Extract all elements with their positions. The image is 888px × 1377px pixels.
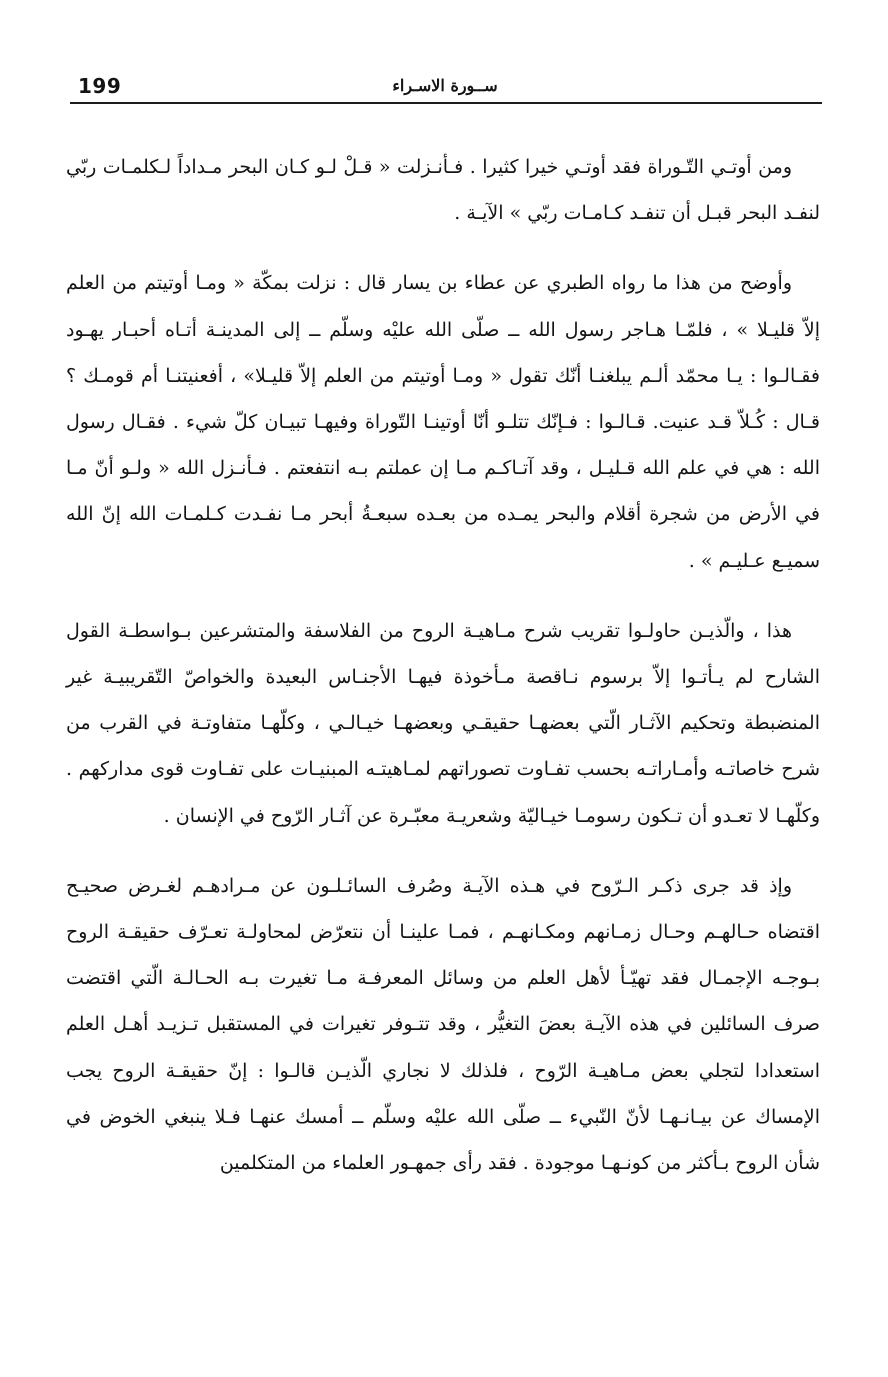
- paragraph: وأوضح من هذا ما رواه الطبري عن عطاء بن يسار قال : نزلت بمكّة « ومـا أوتيتم من العلم إلاّ قليـلا » ، فلمّـا هـاجر رسول الله ــ صلّى الله عليْه وسلّم ــ إلى المدينـة أتـاه أحبـار يهـود فقـالـوا : يـا محمّد ألـم يبلغنـا أنّك تقول « ومـا أوتيتم من العلم إلاّ قليـلا» ، أفعنيتنـا أم قومـك ؟ قـال : كُـلاّ قـد عنيت. قـالـوا : فـإنّك تتلـو أنّا أوتينـا التّوراة وفيهـا تبيـان كلّ شيء . فقـال رسول الله : هي في علم الله قـليـل ، وقد آتـاكـم مـا إن عملتم بـه انتفعتم . فـأنـزل الله « ولـو أنّ مـا في الأرض من شجرة أقلام والبحر يمـده من بعـده سبعـةُ أبحر مـا نفـدت كـلمـات الله إنّ الله سميـع عـليـم » .: [66, 272, 820, 572]
- page-header: [70, 70, 820, 104]
- body-text: [66, 144, 820, 1186]
- paragraph: هذا ، والّذيـن حاولـوا تقريب شرح مـاهيـة الروح من الفلاسفة والمتشرعين بـواسطـة القول الشارح لم يـأتـوا إلاّ برسوم نـاقصة مـأخوذة فيهـا الأجنـاس البعيدة والخواصّ التّقريبيـة غير المنضبطة وتحكيم الآثـار الّتي بعضهـا حقيقـي وبعضهـا خيـالـي ، وكلّهـا متفاوتـة في القرب من شرح خاصاتـه وأمـاراتـه بحسب تفـاوت تصوراتهم لمـاهيتـه المبنيـات على تفـاوت قوى مداركهم . وكلّهـا لا تعـدو أن تـكون رسومـا خيـاليّة وشعريـة معبّـرة عن آثـار الرّوح في الإنسان .: [66, 619, 820, 827]
- paragraph: وإذ قد جرى ذكـر الـرّوح في هـذه الآيـة وصُرف السائـلـون عن مـرادهـم لغـرض صحيـح اقتضاه حـالهـم وحـال زمـانهم ومكـانهـم ، فمـا علينـا أن نتعرّض لمحاولـة تعـرّف حقيقـة الروح بـوجـه الإجمـال فقد تهيّـأ لأهل العلم من وسائل المعرفـة مـا تغيرت بـه الحـالـة الّتي اقتضت صرف السائلين في هذه الآيـة بعضَ التغيُّر ، وقد تتـوفر تغيرات في المستقبل تـزيـد أهـل العلم استعدادا لتجلي بعض مـاهيـة الرّوح ، فلذلك لا نجاري الّذيـن قالـوا : إنّ حقيقـة الروح يجب الإمساك عن بيـانـهـا لأنّ النّبيء ــ صلّى الله عليْه وسلّم ــ أمسك عنهـا فـلا ينبغي الخوض في شأن الروح بـأكثر من كونـهـا موجودة . فقد رأى جمهـور العلماء من المتكلمين: [66, 874, 820, 1175]
- header-rule: [70, 102, 822, 104]
- running-title: ســورة الاسـراء: [392, 76, 498, 95]
- paragraph: ومن أوتـي التّـوراة فقد أوتـي خيرا كثيرا . فـأنـزلت « قـلْ لـو كـان البحر مـداداً لـكلمـات ربّي لنفـد البحر قبـل أن تنفـد كـامـات ربّي » الآيـة .: [66, 156, 820, 225]
- page-number: 199: [78, 74, 122, 98]
